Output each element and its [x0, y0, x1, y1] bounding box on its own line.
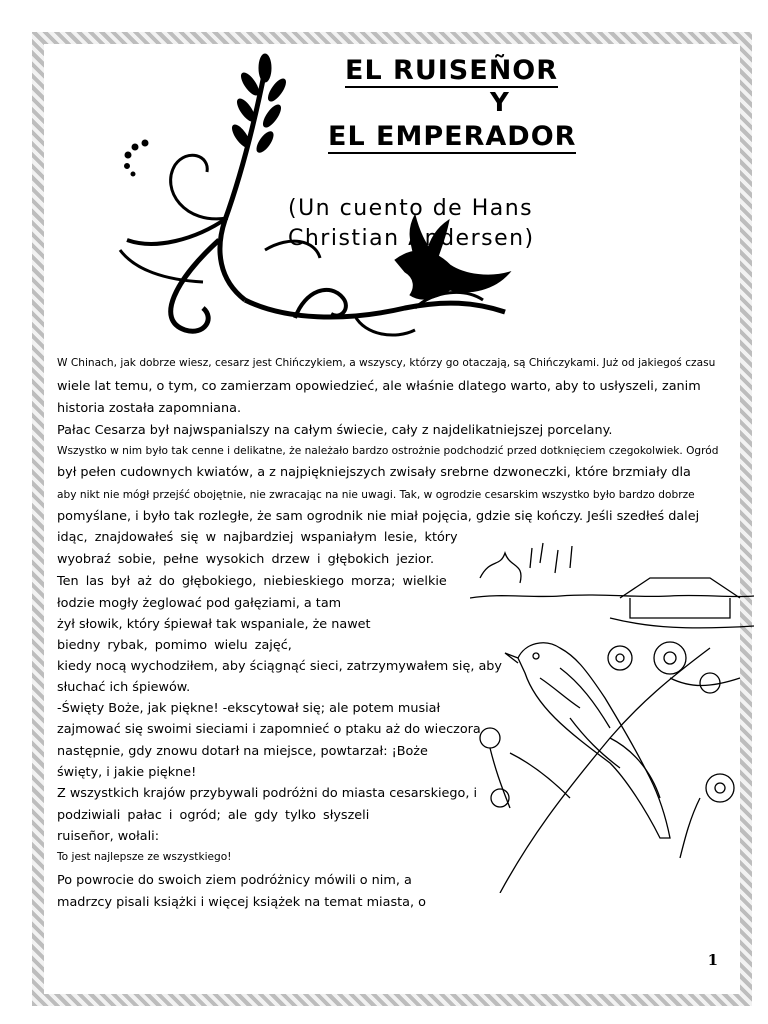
body-line-20: święty, i jakie piękne!	[57, 765, 197, 780]
body-line-25: Po powrocie do swoich ziem podróżnicy mówili o nim, a	[57, 873, 412, 888]
body-line-22: podziwiali pałac i ogród; ale gdy tylko słyszeli	[57, 808, 370, 823]
body-line-17: -Święty Boże, jak piękne! -ekscytował się; ale potem musiał	[57, 701, 441, 716]
body-line-26: madrzcy pisali książki i więcej książek na temat miasta, o	[57, 895, 426, 910]
body-line-1: W Chinach, jak dobrze wiesz, cesarz jest Chińczykiem, a wszyscy, którzy go otaczają, są Chińczykami. Już od jakiegoś czasu	[57, 357, 716, 369]
title-line-1: EL RUISEÑOR	[345, 55, 559, 86]
body-line-15: kiedy nocą wychodziłem, aby ściągnąć sieci, zatrzymywałem się, aby	[57, 659, 503, 674]
body-line-18: zajmować się swoimi sieciami i zapomnieć o ptaku aż do wieczora	[57, 722, 481, 737]
page-number: 1	[707, 951, 718, 969]
body-line-21: Z wszystkich krajów przybywali podróżni do miasta cesarskiego, i	[57, 786, 478, 801]
body-line-23: ruiseñor, wołali:	[57, 829, 160, 844]
title-line-2: Y	[490, 88, 510, 118]
body-line-14: biedny rybak, pomimo wielu zajęć,	[57, 638, 292, 653]
title-line-3: EL EMPERADOR	[328, 121, 577, 152]
body-line-19: następnie, gdy znowu dotarł na miejsce, powtarzał: ¡Boże	[57, 744, 428, 759]
body-line-12: łodzie mogły żeglować pod gałęziami, a tam	[57, 596, 342, 611]
body-line-6: był pełen cudownych kwiatów, a z najpiękniejszych zwisały srebrne dzwoneczki, które brzmiały dla	[57, 465, 691, 480]
subtitle-line-2: Christian Andersen)	[288, 226, 535, 251]
body-line-4: Pałac Cesarza był najwspanialszy na całym świecie, cały z najdelikatniejszej porcelany.	[57, 423, 613, 438]
body-line-2: wiele lat temu, o tym, co zamierzam opowiedzieć, ale właśnie dlatego warto, aby to usłyszeli, zanim	[57, 379, 701, 394]
subtitle-line-1: (Un cuento de Hans	[288, 196, 534, 221]
body-line-3: historia została zapomniana.	[57, 401, 242, 416]
body-line-13: żył słowik, który śpiewał tak wspaniale, że nawet	[57, 617, 371, 632]
body-line-24: To jest najlepsze ze wszystkiego!	[57, 851, 232, 863]
body-line-10: wyobraź sobie, pełne wysokich drzew i głębokich jezior.	[57, 552, 435, 567]
body-line-11: Ten las był aż do głębokiego, niebieskiego morza; wielkie	[57, 574, 447, 589]
body-line-8: pomyślane, i było tak rozległe, że sam ogrodnik nie miał pojęcia, gdzie się kończy. Jeśli szedłeś dalej	[57, 509, 700, 524]
body-line-7: aby nikt nie mógł przejść obojętnie, nie zwracając na nie uwagi. Tak, w ogrodzie cesarskim wszystko było bardzo dobrze	[57, 489, 695, 501]
nightingale-illustration	[470, 538, 754, 893]
body-line-5: Wszystko w nim było tak cenne i delikatne, że należało bardzo ostrożnie podchodzić przed dotknięciem czegokolwiek. Ogród	[57, 445, 719, 457]
body-line-9: idąc, znajdowałeś się w najbardziej wspaniałym lesie, który	[57, 530, 458, 545]
body-line-16: słuchać ich śpiewów.	[57, 680, 191, 695]
